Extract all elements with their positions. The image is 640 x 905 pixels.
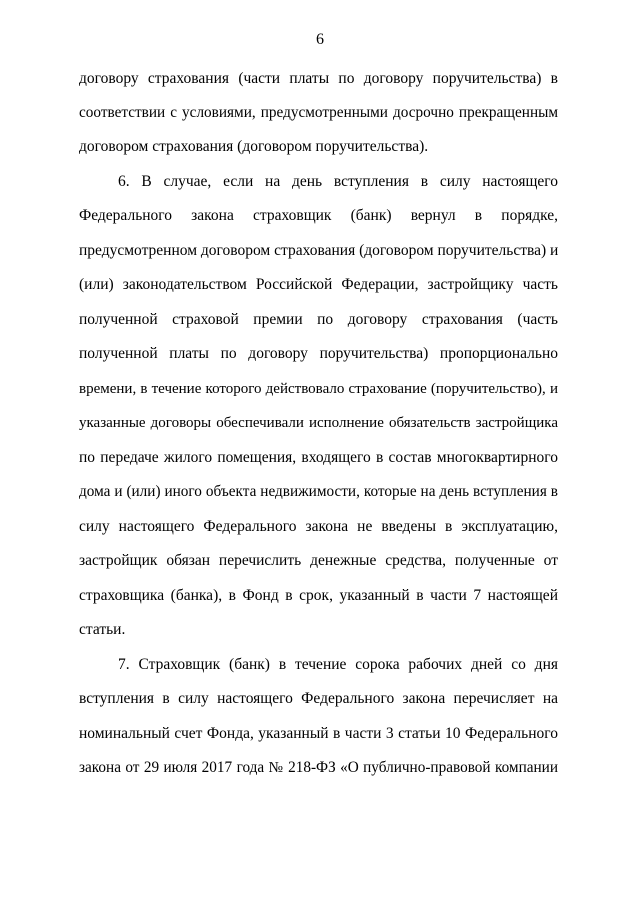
text-line: соответствии с условиями, предусмотренными досрочно прекращенным bbox=[79, 104, 558, 121]
text-line: 7. Страховщик (банк) в течение сорока рабочих дней со дня bbox=[118, 656, 558, 673]
text-line: статьи. bbox=[79, 621, 126, 638]
text-line: вступления в силу настоящего Федерального закона перечисляет на bbox=[79, 690, 558, 707]
page-number: 6 bbox=[316, 31, 324, 48]
text-line: договором страхования (договором поручительства). bbox=[79, 138, 429, 155]
text-line: указанные договоры обеспечивали исполнение обязательств застройщика bbox=[79, 415, 558, 431]
text-line: договору страхования (части платы по договору поручительства) в bbox=[79, 70, 558, 87]
text-line: времени, в течение которого действовало страхование (поручительство), и bbox=[79, 381, 558, 397]
text-line: силу настоящего Федерального закона не введены в эксплуатацию, bbox=[79, 518, 558, 535]
text-line: страховщика (банка), в Фонд в срок, указанный в части 7 настоящей bbox=[79, 587, 558, 604]
text-line: 6. В случае, если на день вступления в силу настоящего bbox=[118, 173, 558, 190]
text-line: (или) законодательством Российской Федерации, застройщику часть bbox=[79, 276, 558, 293]
text-line: полученной страховой премии по договору страхования (часть bbox=[79, 311, 558, 328]
text-line: полученной платы по договору поручительства) пропорционально bbox=[79, 345, 558, 362]
text-line: номинальный счет Фонда, указанный в части 3 статьи 10 Федерального bbox=[79, 725, 558, 742]
text-line: закона от 29 июля 2017 года № 218-ФЗ «О публично-правовой компании bbox=[79, 759, 558, 776]
text-line: застройщик обязан перечислить денежные средства, полученные от bbox=[79, 552, 558, 569]
text-line: Федерального закона страховщик (банк) вернул в порядке, bbox=[79, 207, 558, 224]
text-line: дома и (или) иного объекта недвижимости, которые на день вступления в bbox=[79, 483, 558, 500]
text-line: предусмотренном договором страхования (договором поручительства) и bbox=[79, 242, 559, 259]
text-line: по передаче жилого помещения, входящего в состав многоквартирного bbox=[79, 449, 558, 466]
